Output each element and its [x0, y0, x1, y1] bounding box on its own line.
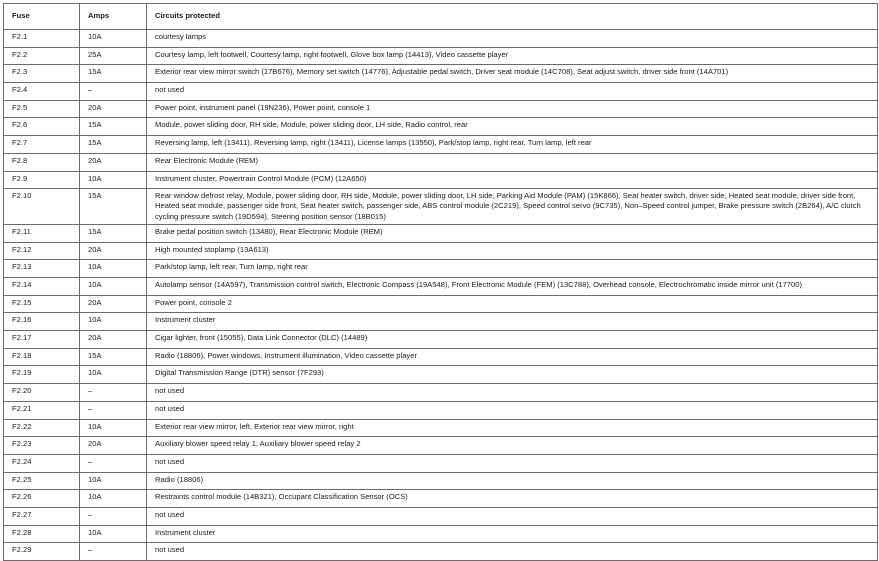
fuse-cell: F2.25: [4, 472, 80, 490]
circuits-cell: Instrument cluster: [147, 525, 878, 543]
circuits-cell: Autolamp sensor (14A597), Transmission control switch, Electronic Compass (19A548), Front Electronic Module (FEM) (13C788), Overhead console, Electrochromatic inside mirror unit (17700): [147, 278, 878, 296]
amps-cell: 10A: [80, 260, 147, 278]
amps-cell: 10A: [80, 472, 147, 490]
fuse-cell: F2.22: [4, 419, 80, 437]
fuse-cell: F2.7: [4, 136, 80, 154]
table-row: [4, 525, 878, 543]
table-row: [4, 384, 878, 402]
amps-cell: 15A: [80, 136, 147, 154]
header-circuits: Circuits protected: [147, 4, 878, 30]
fuse-cell: F2.26: [4, 490, 80, 508]
amps-cell: 10A: [80, 419, 147, 437]
table-row: [4, 224, 878, 242]
table-row: [4, 153, 878, 171]
fuse-cell: F2.28: [4, 525, 80, 543]
circuits-cell: Cigar lighter, front (15055), Data Link Connector (DLC) (14489): [147, 331, 878, 349]
table-row: [4, 490, 878, 508]
fuse-cell: F2.10: [4, 189, 80, 225]
table-row: [4, 260, 878, 278]
fuse-cell: F2.29: [4, 543, 80, 561]
fuse-cell: F2.27: [4, 507, 80, 525]
circuits-cell: Exterior rear view mirror switch (17B676), Memory set switch (14776), Adjustable pedal switch, Driver seat module (14C708), Seat adjust switch, driver side front (14A701): [147, 65, 878, 83]
amps-cell: 20A: [80, 295, 147, 313]
fuse-cell: F2.21: [4, 401, 80, 419]
fuse-cell: F2.2: [4, 47, 80, 65]
circuits-cell: not used: [147, 83, 878, 101]
table-row: [4, 313, 878, 331]
amps-cell: –: [80, 401, 147, 419]
table-row: [4, 454, 878, 472]
header-row: [4, 4, 878, 30]
fuse-cell: F2.9: [4, 171, 80, 189]
fuse-cell: F2.8: [4, 153, 80, 171]
fuse-cell: F2.16: [4, 313, 80, 331]
circuits-cell: High mounted stoplamp (13A613): [147, 242, 878, 260]
amps-cell: 10A: [80, 278, 147, 296]
fuse-cell: F2.1: [4, 30, 80, 48]
circuits-cell: Restraints control module (14B321), Occupant Classification Sensor (OCS): [147, 490, 878, 508]
circuits-cell: Auxiliary blower speed relay 1, Auxiliary blower speed relay 2: [147, 437, 878, 455]
circuits-cell: Reversing lamp, left (13411), Reversing lamp, right (13411), License lamps (13550), Park/stop lamp, right rear, Turn lamp, left rear: [147, 136, 878, 154]
circuits-cell: Courtesy lamp, left footwell, Courtesy lamp, right footwell, Glove box lamp (14413), Video cassette player: [147, 47, 878, 65]
amps-cell: 10A: [80, 490, 147, 508]
table-row: [4, 171, 878, 189]
circuits-cell: Radio (18806), Power windows, Instrument illumination, Video cassette player: [147, 348, 878, 366]
fuse-cell: F2.6: [4, 118, 80, 136]
fuse-cell: F2.11: [4, 224, 80, 242]
circuits-cell: Power point, instrument panel (19N236), Power point, console 1: [147, 100, 878, 118]
table-row: [4, 472, 878, 490]
fuse-cell: F2.19: [4, 366, 80, 384]
amps-cell: 20A: [80, 331, 147, 349]
table-row: [4, 507, 878, 525]
amps-cell: 20A: [80, 153, 147, 171]
circuits-cell: not used: [147, 454, 878, 472]
table-row: [4, 242, 878, 260]
amps-cell: 10A: [80, 525, 147, 543]
amps-cell: 15A: [80, 65, 147, 83]
table-body: [4, 30, 878, 561]
circuits-cell: Digital Transmission Range (DTR) sensor (7F293): [147, 366, 878, 384]
table-row: [4, 295, 878, 313]
circuits-cell: Rear window defrost relay, Module, power sliding door, RH side, Module, power sliding door, LH side, Parking Aid Module (PAM) (15K866), Seat heater switch, driver side, Heated seat module, driver side front, Heated seat module, passenger side front, Seat heater switch, passenger side, ABS control module (2C219), Speed control servo (9C735), Non–Speed control jumper, Brake pressure switch (2B264), A/C clutch cycling pressure switch (19D594), Steering position sensor (18B015): [147, 189, 878, 225]
table-row: [4, 278, 878, 296]
table-row: [4, 348, 878, 366]
amps-cell: 10A: [80, 171, 147, 189]
circuits-cell: Instrument cluster: [147, 313, 878, 331]
fuse-table: [3, 3, 878, 561]
circuits-cell: Power point, console 2: [147, 295, 878, 313]
fuse-cell: F2.20: [4, 384, 80, 402]
table-row: [4, 118, 878, 136]
table-row: [4, 543, 878, 561]
table-row: [4, 136, 878, 154]
amps-cell: 15A: [80, 224, 147, 242]
circuits-cell: Module, power sliding door, RH side, Module, power sliding door, LH side, Radio control, rear: [147, 118, 878, 136]
fuse-cell: F2.17: [4, 331, 80, 349]
amps-cell: 10A: [80, 30, 147, 48]
table-row: [4, 83, 878, 101]
table-row: [4, 30, 878, 48]
circuits-cell: Instrument cluster, Powertrain Control Module (PCM) (12A650): [147, 171, 878, 189]
amps-cell: 20A: [80, 100, 147, 118]
amps-cell: 15A: [80, 118, 147, 136]
table-row: [4, 65, 878, 83]
table-row: [4, 419, 878, 437]
circuits-cell: not used: [147, 543, 878, 561]
fuse-cell: F2.12: [4, 242, 80, 260]
circuits-cell: Rear Electronic Module (REM): [147, 153, 878, 171]
table-row: [4, 366, 878, 384]
fuse-cell: F2.14: [4, 278, 80, 296]
amps-cell: –: [80, 454, 147, 472]
amps-cell: 25A: [80, 47, 147, 65]
amps-cell: 10A: [80, 313, 147, 331]
amps-cell: –: [80, 83, 147, 101]
table-row: [4, 331, 878, 349]
fuse-cell: F2.24: [4, 454, 80, 472]
header-amps: Amps: [80, 4, 147, 30]
fuse-cell: F2.18: [4, 348, 80, 366]
circuits-cell: not used: [147, 507, 878, 525]
fuse-cell: F2.5: [4, 100, 80, 118]
table-row: [4, 189, 878, 225]
circuits-cell: Park/stop lamp, left rear, Turn lamp, right rear: [147, 260, 878, 278]
circuits-cell: not used: [147, 384, 878, 402]
amps-cell: –: [80, 384, 147, 402]
amps-cell: 15A: [80, 189, 147, 225]
amps-cell: 10A: [80, 366, 147, 384]
fuse-cell: F2.15: [4, 295, 80, 313]
circuits-cell: not used: [147, 401, 878, 419]
fuse-cell: F2.3: [4, 65, 80, 83]
amps-cell: 20A: [80, 437, 147, 455]
table-row: [4, 100, 878, 118]
fuse-cell: F2.23: [4, 437, 80, 455]
table-header: [4, 4, 878, 30]
amps-cell: 15A: [80, 348, 147, 366]
circuits-cell: Exterior rear view mirror, left, Exterior rear view mirror, right: [147, 419, 878, 437]
table-row: [4, 47, 878, 65]
fuse-cell: F2.4: [4, 83, 80, 101]
amps-cell: –: [80, 507, 147, 525]
fuse-cell: F2.13: [4, 260, 80, 278]
amps-cell: –: [80, 543, 147, 561]
circuits-cell: Brake pedal position switch (13480), Rear Electronic Module (REM): [147, 224, 878, 242]
circuits-cell: courtesy lamps: [147, 30, 878, 48]
circuits-cell: Radio (18806): [147, 472, 878, 490]
table-row: [4, 401, 878, 419]
amps-cell: 20A: [80, 242, 147, 260]
header-fuse: Fuse: [4, 4, 80, 30]
table-row: [4, 437, 878, 455]
